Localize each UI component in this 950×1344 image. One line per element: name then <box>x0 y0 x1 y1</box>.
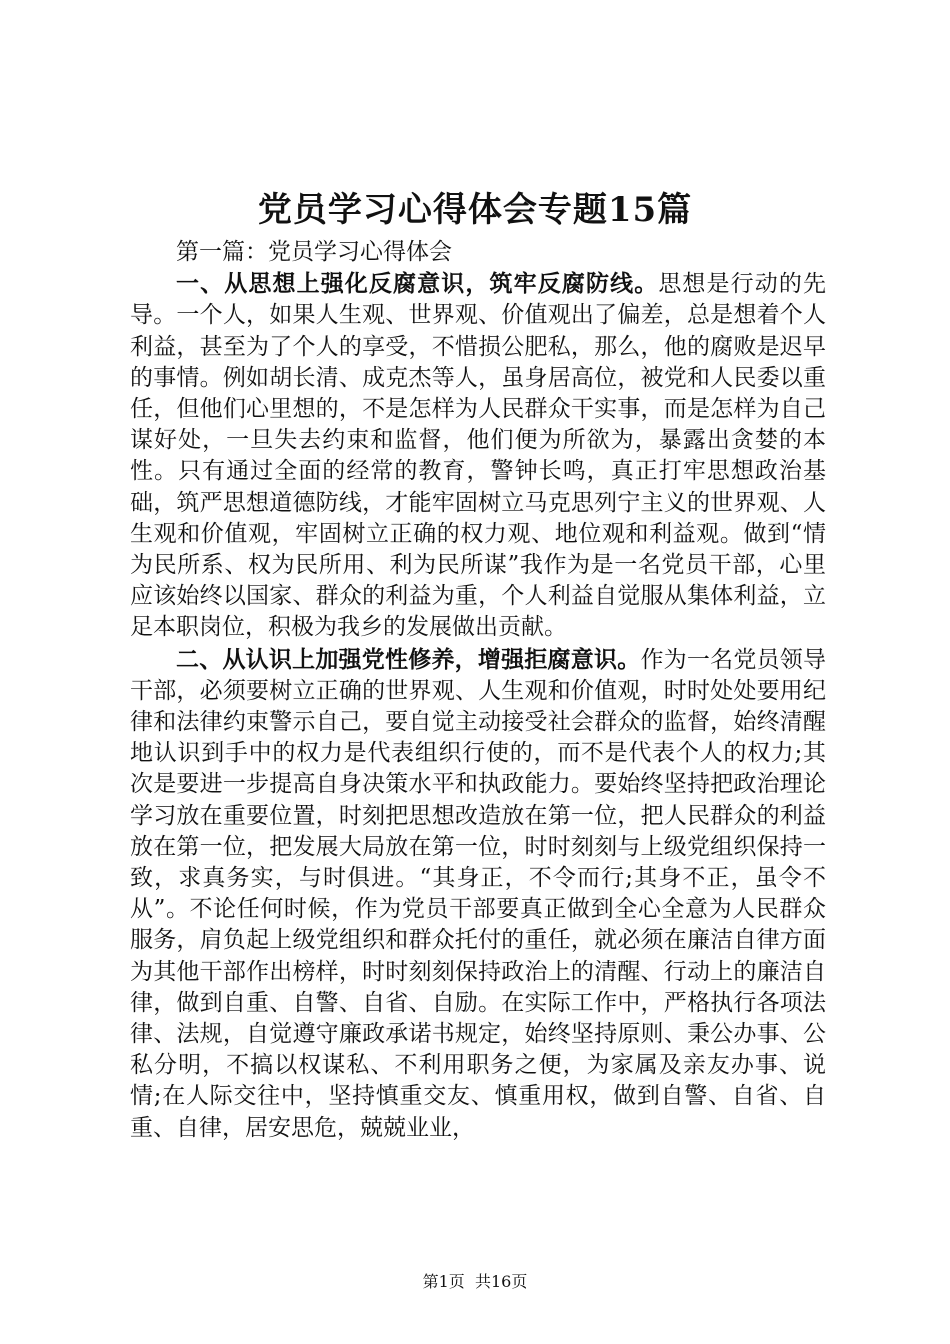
page-number: 第1页 <box>422 1272 465 1291</box>
paragraph-2-lead: 二、从认识上加强党性修养，增强拒腐意识。 <box>176 645 641 673</box>
paragraph-2 <box>130 644 826 1144</box>
document-body <box>130 237 826 1144</box>
document-title: 党员学习心得体会专题15篇 <box>257 190 693 230</box>
paragraph-2-text: 作为一名党员领导干部，必须要树立正确的世界观、人生观和价值观，时时处处要用纪律和法律约束警示自己，要自觉主动接受社会群众的监督，始终清醒地认识到手中的权力是代表组织行使的，而不是代表个人的权力;其次是要进一步提高自身决策水平和执政能力。要始终坚持把政治理论学习放在重要位置，时刻把思想改造放在第一位，把人民群众的利益放在第一位，把发展大局放在第一位，时时刻刻与上级党组织保持一致，求真务实，与时俱进。“其身正，不令而行;其身不正，虽令不从”。不论任何时候，作为党员干部要真正做到全心全意为人民群众服务，肩负起上级党组织和群众托付的重任，就必须在廉洁自律方面为其他干部作出榜样，时时刻刻保持政治上的清醒、行动上的廉洁自律，做到自重、自警、自省、自励。在实际工作中，严格执行各项法律、法规，自觉遵守廉政承诺书规定，始终坚持原则、秉公办事、公私分明，不搞以权谋私、不利用职务之便，为家属及亲友办事、说情;在人际交往中，坚持慎重交友、慎重用权，做到自警、自省、自重、自律，居安思危，兢兢业业， <box>130 646 827 1141</box>
paragraph-1-text: 思想是行动的先导。一个人，如果人生观、世界观、价值观出了偏差，总是想着个人利益，甚至为了个人的享受，不惜损公肥私，那么，他的腐败是迟早的事情。例如胡长清、成克杰等人，虽身居高位，被党和人民委以重任，但他们心里想的，不是怎样为人民群众干实事，而是怎样为自己谋好处，一旦失去约束和监督，他们便为所欲为，暴露出贪婪的本性。只有通过全面的经常的教育，警钟长鸣，真正打牢思想政治基础，筑严思想道德防线，才能牢固树立马克思列宁主义的世界观、人生观和价值观，牢固树立正确的权力观、地位观和利益观。做到“情为民所系、权为民所用、利为民所谋”我作为是一名党员干部，心里应该始终以国家、群众的利益为重，个人利益自觉服从集体利益，立足本职岗位，积极为我乡的发展做出贡献。 <box>130 271 827 641</box>
paragraph-1 <box>130 268 826 643</box>
section-heading: 第一篇：党员学习心得体会 <box>176 239 452 265</box>
paragraph-1-lead: 一、从思想上强化反腐意识，筑牢反腐防线。 <box>176 270 659 298</box>
page-total: 共16页 <box>474 1272 528 1291</box>
page-footer <box>0 1271 950 1293</box>
